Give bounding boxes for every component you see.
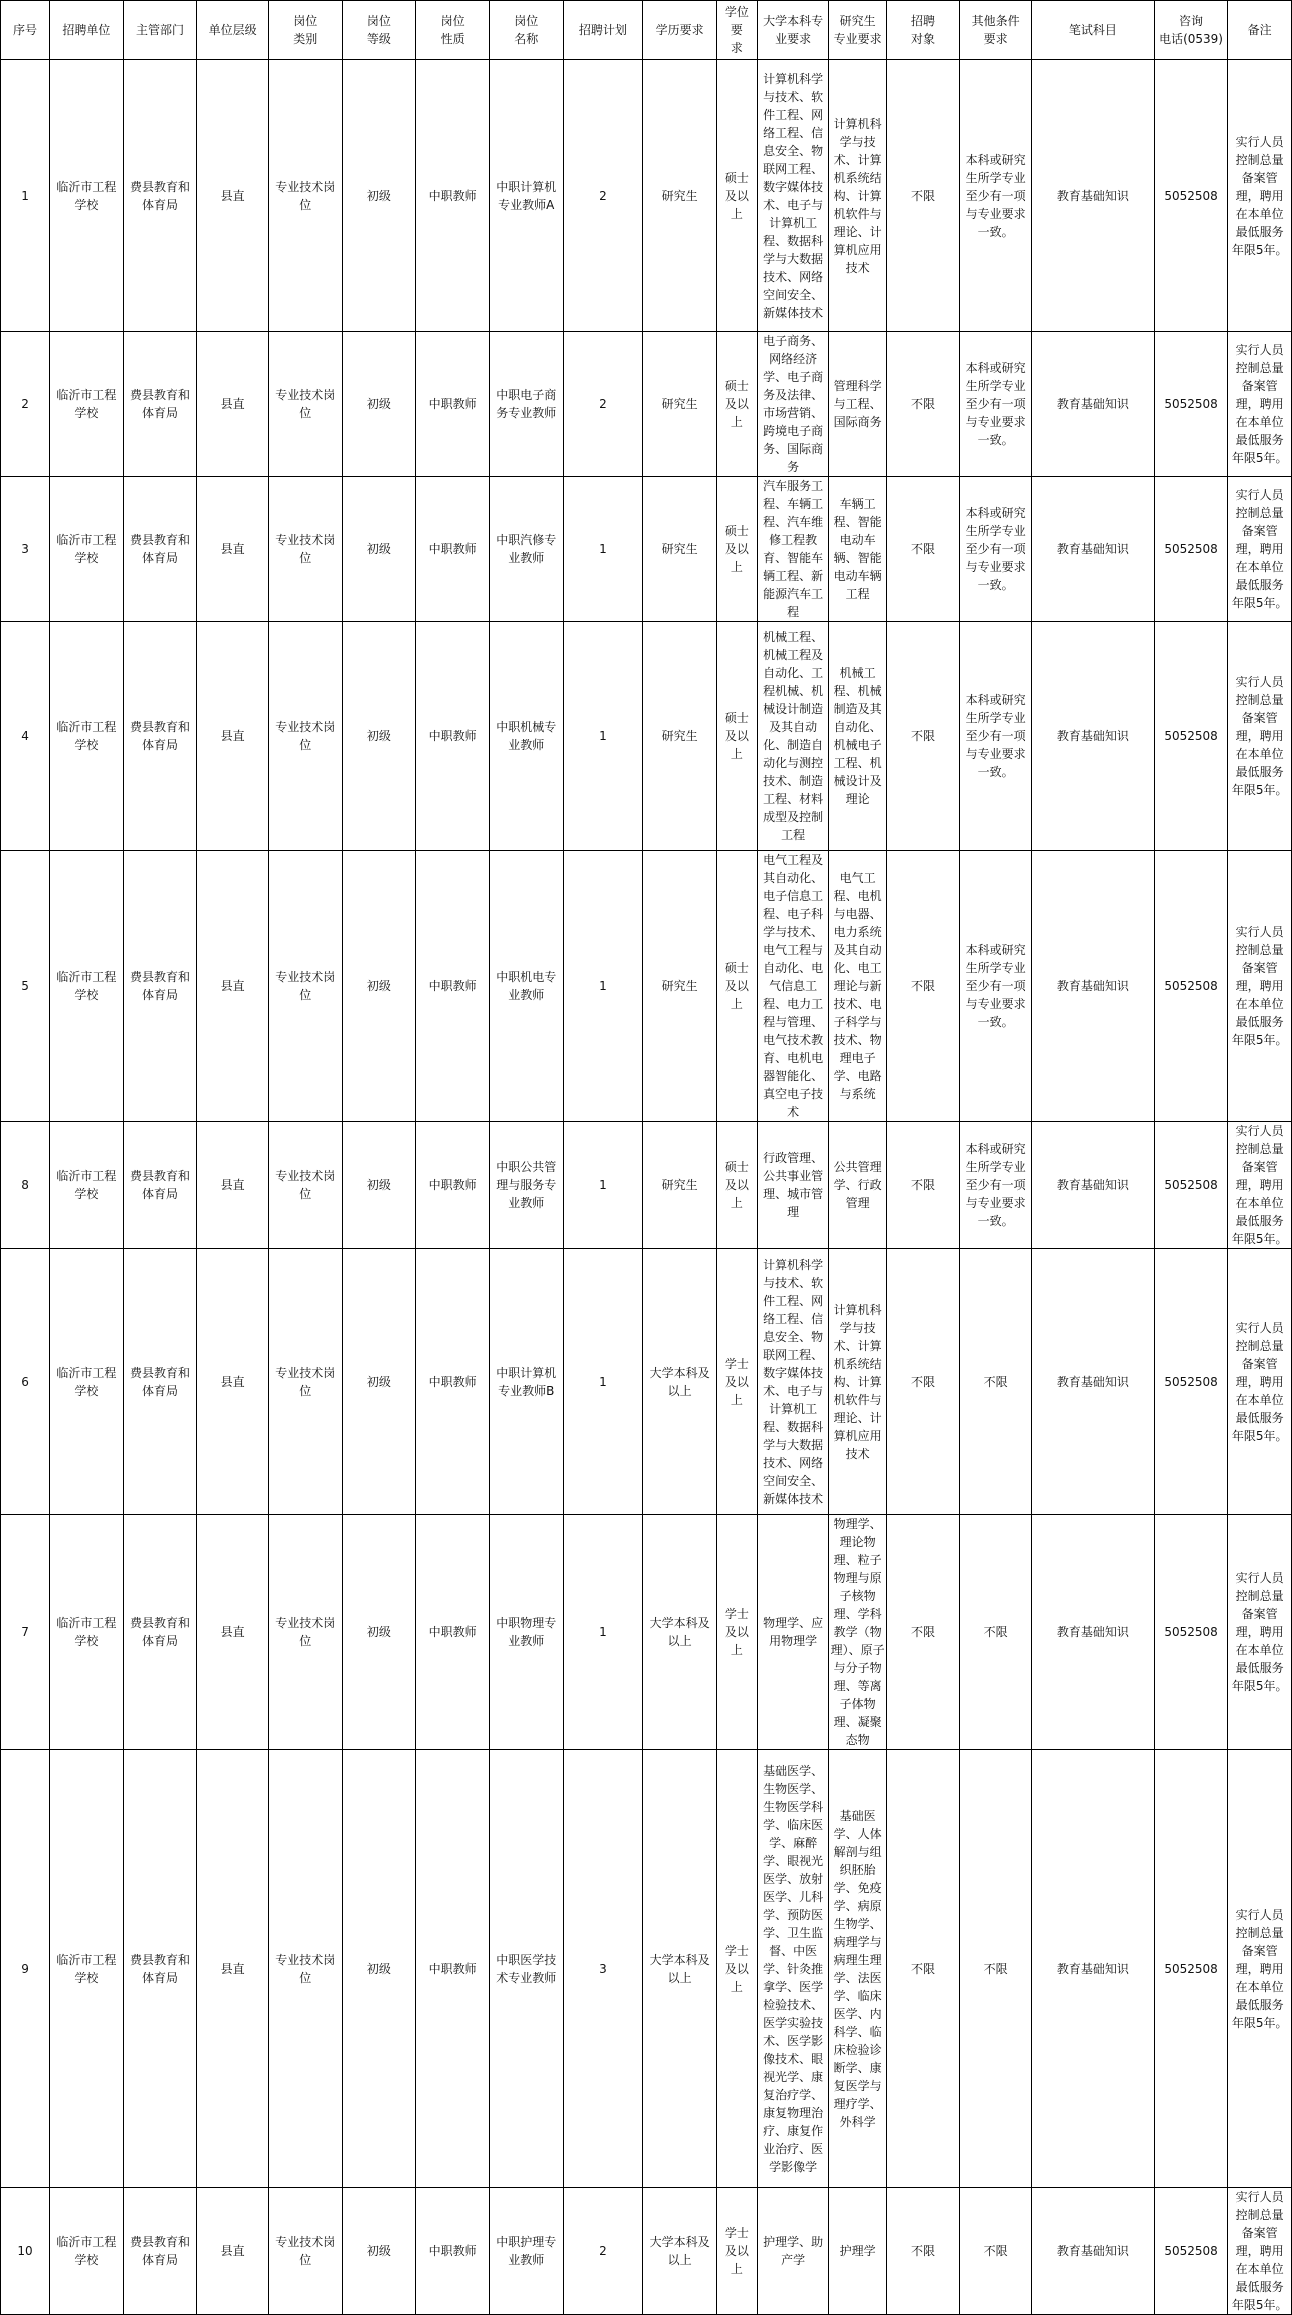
cell-degree: 学士及以上 (716, 1515, 757, 1750)
cell-dept: 费县教育和体育局 (123, 2188, 197, 2315)
column-header-target (886, 1, 960, 60)
cell-unit: 临沂市工程学校 (50, 60, 124, 332)
cell-phone: 5052508 (1154, 2188, 1228, 2315)
column-header-line2: 求 (730, 41, 743, 55)
cell-pg: 机械工程、机械制造及其自动化、机械电子工程、机械设计及理论 (829, 622, 886, 851)
cell-plan: 2 (563, 2188, 643, 2315)
cell-ug: 护理学、助产学 (757, 2188, 829, 2315)
cell-nature: 中职教师 (416, 851, 490, 1122)
cell-phone: 5052508 (1154, 60, 1228, 332)
cell-dept: 费县教育和体育局 (123, 622, 197, 851)
cell-other: 本科或研究生所学专业至少有一项与专业要求一致。 (960, 60, 1032, 332)
cell-grade: 初级 (342, 1750, 416, 2188)
cell-pg: 管理科学与工程、国际商务 (829, 332, 886, 477)
cell-other: 不限 (960, 1249, 1032, 1515)
cell-cat: 专业技术岗位 (268, 1750, 342, 2188)
cell-name: 中职公共管理与服务专业教师 (489, 1122, 563, 1249)
cell-note: 实行人员控制总量备案管理，聘用在本单位最低服务年限5年。 (1228, 2188, 1292, 2315)
cell-nature: 中职教师 (416, 1122, 490, 1249)
cell-no: 7 (1, 1515, 50, 1750)
column-header-other (960, 1, 1032, 60)
cell-plan: 3 (563, 1750, 643, 2188)
column-header-unit (50, 1, 124, 60)
cell-ug: 行政管理、公共事业管理、城市管理 (757, 1122, 829, 1249)
column-header-line1: 学历要求 (655, 23, 704, 37)
cell-unit: 临沂市工程学校 (50, 477, 124, 622)
cell-exam: 教育基础知识 (1031, 622, 1154, 851)
cell-edu: 研究生 (643, 477, 717, 622)
table-body (1, 60, 1292, 2315)
column-header-level (197, 1, 269, 60)
cell-level: 县直 (197, 1122, 269, 1249)
cell-dept: 费县教育和体育局 (123, 1750, 197, 2188)
column-header-line1: 其他条件 (971, 14, 1020, 28)
cell-other: 本科或研究生所学专业至少有一项与专业要求一致。 (960, 1122, 1032, 1249)
cell-exam: 教育基础知识 (1031, 60, 1154, 332)
cell-ug: 计算机科学与技术、软件工程、网络工程、信息安全、物联网工程、数字媒体技术、电子与计算机工程、数据科学与大数据技术、网络空间安全、新媒体技术 (757, 60, 829, 332)
column-header-grade (342, 1, 416, 60)
column-header-name (489, 1, 563, 60)
cell-pg: 公共管理学、行政管理 (829, 1122, 886, 1249)
column-header-line1: 序号 (13, 23, 38, 37)
cell-unit: 临沂市工程学校 (50, 2188, 124, 2315)
cell-grade: 初级 (342, 2188, 416, 2315)
cell-cat: 专业技术岗位 (268, 332, 342, 477)
cell-no: 10 (1, 2188, 50, 2315)
column-header-no (1, 1, 50, 60)
cell-no: 2 (1, 332, 50, 477)
cell-phone: 5052508 (1154, 1515, 1228, 1750)
cell-nature: 中职教师 (416, 332, 490, 477)
cell-no: 5 (1, 851, 50, 1122)
column-header-line1: 研究生 (839, 14, 876, 28)
cell-level: 县直 (197, 332, 269, 477)
cell-other: 不限 (960, 1750, 1032, 2188)
cell-grade: 初级 (342, 1122, 416, 1249)
cell-nature: 中职教师 (416, 1515, 490, 1750)
cell-degree: 学士及以上 (716, 1750, 757, 2188)
cell-note: 实行人员控制总量备案管理，聘用在本单位最低服务年限5年。 (1228, 60, 1292, 332)
cell-nature: 中职教师 (416, 1750, 490, 2188)
cell-degree: 硕士及以上 (716, 60, 757, 332)
cell-no: 3 (1, 477, 50, 622)
column-header-line2: 名称 (514, 32, 539, 46)
cell-degree: 学士及以上 (716, 2188, 757, 2315)
cell-pg: 护理学 (829, 2188, 886, 2315)
cell-pg: 计算机科学与技术、计算机系统结构、计算机软件与理论、计算机应用技术 (829, 1249, 886, 1515)
cell-pg: 电气工程、电机与电器、电力系统及其自动化、电工理论与新技术、电子科学与技术、物理电子学、电路与系统 (829, 851, 886, 1122)
column-header-line1: 招聘单位 (62, 23, 111, 37)
cell-other: 不限 (960, 2188, 1032, 2315)
cell-unit: 临沂市工程学校 (50, 1515, 124, 1750)
table-header-row (1, 1, 1292, 60)
cell-ug: 基础医学、生物医学、生物医学科学、临床医学、麻醉学、眼视光医学、放射医学、儿科学、预防医学、卫生监督、中医学、针灸推拿学、医学检验技术、医学实验技术、医学影像技术、眼视光学、康复治疗学、康复物理治疗、康复作业治疗、医学影像学 (757, 1750, 829, 2188)
cell-grade: 初级 (342, 851, 416, 1122)
cell-edu: 研究生 (643, 60, 717, 332)
cell-phone: 5052508 (1154, 851, 1228, 1122)
cell-edu: 研究生 (643, 851, 717, 1122)
column-header-degree (716, 1, 757, 60)
column-header-line2: 等级 (366, 32, 391, 46)
cell-note: 实行人员控制总量备案管理，聘用在本单位最低服务年限5年。 (1228, 1515, 1292, 1750)
column-header-line1: 岗位 (293, 14, 318, 28)
table-row (1, 1249, 1292, 1515)
cell-ug: 电子商务、网络经济学、电子商务及法律、市场营销、跨境电子商务、国际商务 (757, 332, 829, 477)
table-row (1, 851, 1292, 1122)
column-header-nature (416, 1, 490, 60)
cell-name: 中职汽修专业教师 (489, 477, 563, 622)
cell-exam: 教育基础知识 (1031, 332, 1154, 477)
column-header-ug (757, 1, 829, 60)
column-header-exam (1031, 1, 1154, 60)
cell-edu: 大学本科及以上 (643, 1750, 717, 2188)
cell-unit: 临沂市工程学校 (50, 851, 124, 1122)
cell-unit: 临沂市工程学校 (50, 1249, 124, 1515)
cell-note: 实行人员控制总量备案管理，聘用在本单位最低服务年限5年。 (1228, 1750, 1292, 2188)
cell-no: 6 (1, 1249, 50, 1515)
column-header-line2: 电话(0539) (1159, 32, 1223, 46)
cell-level: 县直 (197, 622, 269, 851)
cell-unit: 临沂市工程学校 (50, 1122, 124, 1249)
cell-name: 中职机械专业教师 (489, 622, 563, 851)
column-header-note (1228, 1, 1292, 60)
cell-name: 中职医学技术专业教师 (489, 1750, 563, 2188)
cell-edu: 大学本科及以上 (643, 2188, 717, 2315)
cell-target: 不限 (886, 60, 960, 332)
cell-grade: 初级 (342, 332, 416, 477)
cell-plan: 1 (563, 1249, 643, 1515)
cell-unit: 临沂市工程学校 (50, 622, 124, 851)
cell-degree: 硕士及以上 (716, 477, 757, 622)
cell-exam: 教育基础知识 (1031, 851, 1154, 1122)
cell-target: 不限 (886, 477, 960, 622)
cell-plan: 2 (563, 332, 643, 477)
cell-plan: 1 (563, 851, 643, 1122)
cell-unit: 临沂市工程学校 (50, 1750, 124, 2188)
column-header-line1: 岗位 (366, 14, 391, 28)
cell-edu: 研究生 (643, 332, 717, 477)
cell-phone: 5052508 (1154, 1249, 1228, 1515)
cell-exam: 教育基础知识 (1031, 1122, 1154, 1249)
cell-target: 不限 (886, 332, 960, 477)
table-row (1, 1750, 1292, 2188)
cell-grade: 初级 (342, 622, 416, 851)
cell-degree: 硕士及以上 (716, 1122, 757, 1249)
column-header-line1: 大学本科专 (763, 14, 824, 28)
cell-edu: 研究生 (643, 1122, 717, 1249)
column-header-cat (268, 1, 342, 60)
cell-other: 本科或研究生所学专业至少有一项与专业要求一致。 (960, 332, 1032, 477)
cell-phone: 5052508 (1154, 622, 1228, 851)
column-header-line1: 笔试科目 (1068, 23, 1117, 37)
cell-dept: 费县教育和体育局 (123, 851, 197, 1122)
cell-cat: 专业技术岗位 (268, 851, 342, 1122)
cell-other: 本科或研究生所学专业至少有一项与专业要求一致。 (960, 622, 1032, 851)
column-header-edu (643, 1, 717, 60)
cell-exam: 教育基础知识 (1031, 1750, 1154, 2188)
cell-phone: 5052508 (1154, 332, 1228, 477)
cell-phone: 5052508 (1154, 1750, 1228, 2188)
column-header-line1: 岗位 (440, 14, 465, 28)
column-header-line2: 业要求 (775, 32, 812, 46)
column-header-line2: 要求 (983, 32, 1008, 46)
cell-target: 不限 (886, 1249, 960, 1515)
table-row (1, 60, 1292, 332)
cell-nature: 中职教师 (416, 60, 490, 332)
table-row (1, 2188, 1292, 2315)
cell-exam: 教育基础知识 (1031, 477, 1154, 622)
cell-ug: 机械工程、机械工程及自动化、工程机械、机械设计制造及其自动化、制造自动化与测控技术、制造工程、材料成型及控制工程 (757, 622, 829, 851)
column-header-line2: 专业要求 (833, 32, 882, 46)
cell-name: 中职电子商务专业教师 (489, 332, 563, 477)
cell-name: 中职计算机专业教师B (489, 1249, 563, 1515)
table-row (1, 1122, 1292, 1249)
cell-grade: 初级 (342, 60, 416, 332)
cell-edu: 大学本科及以上 (643, 1515, 717, 1750)
column-header-phone (1154, 1, 1228, 60)
column-header-plan (563, 1, 643, 60)
cell-name: 中职计算机专业教师A (489, 60, 563, 332)
cell-name: 中职物理专业教师 (489, 1515, 563, 1750)
cell-dept: 费县教育和体育局 (123, 60, 197, 332)
column-header-line1: 备注 (1247, 23, 1272, 37)
cell-exam: 教育基础知识 (1031, 1515, 1154, 1750)
cell-plan: 1 (563, 1122, 643, 1249)
cell-plan: 1 (563, 622, 643, 851)
column-header-dept (123, 1, 197, 60)
column-header-line1: 咨询 (1179, 14, 1204, 28)
cell-level: 县直 (197, 60, 269, 332)
column-header-line1: 主管部门 (136, 23, 185, 37)
cell-cat: 专业技术岗位 (268, 1249, 342, 1515)
column-header-line2: 类别 (293, 32, 318, 46)
cell-pg: 计算机科学与技术、计算机系统结构、计算机软件与理论、计算机应用技术 (829, 60, 886, 332)
cell-level: 县直 (197, 2188, 269, 2315)
cell-level: 县直 (197, 1515, 269, 1750)
cell-target: 不限 (886, 1750, 960, 2188)
cell-dept: 费县教育和体育局 (123, 1122, 197, 1249)
cell-exam: 教育基础知识 (1031, 1249, 1154, 1515)
cell-exam: 教育基础知识 (1031, 2188, 1154, 2315)
cell-target: 不限 (886, 2188, 960, 2315)
column-header-line1: 单位层级 (208, 23, 257, 37)
cell-name: 中职护理专业教师 (489, 2188, 563, 2315)
table-row (1, 477, 1292, 622)
cell-degree: 硕士及以上 (716, 851, 757, 1122)
cell-degree: 硕士及以上 (716, 332, 757, 477)
cell-note: 实行人员控制总量备案管理，聘用在本单位最低服务年限5年。 (1228, 477, 1292, 622)
column-header-line1: 招聘 (911, 14, 936, 28)
column-header-line2: 对象 (911, 32, 936, 46)
cell-degree: 硕士及以上 (716, 622, 757, 851)
table-row (1, 332, 1292, 477)
table-row (1, 1515, 1292, 1750)
cell-no: 4 (1, 622, 50, 851)
cell-grade: 初级 (342, 1515, 416, 1750)
cell-level: 县直 (197, 851, 269, 1122)
cell-pg: 基础医学、人体解剖与组织胚胎学、免疫学、病原生物学、病理学与病理生理学、法医学、临床医学、内科学、临床检验诊断学、康复医学与理疗学、外科学 (829, 1750, 886, 2188)
cell-other: 不限 (960, 1515, 1032, 1750)
cell-no: 1 (1, 60, 50, 332)
cell-phone: 5052508 (1154, 1122, 1228, 1249)
cell-no: 9 (1, 1750, 50, 2188)
cell-dept: 费县教育和体育局 (123, 477, 197, 622)
cell-edu: 大学本科及以上 (643, 1249, 717, 1515)
column-header-line2: 性质 (440, 32, 465, 46)
cell-phone: 5052508 (1154, 477, 1228, 622)
cell-dept: 费县教育和体育局 (123, 1249, 197, 1515)
cell-pg: 车辆工程、智能电动车辆、智能电动车辆工程 (829, 477, 886, 622)
cell-cat: 专业技术岗位 (268, 2188, 342, 2315)
cell-grade: 初级 (342, 1249, 416, 1515)
cell-pg: 物理学、理论物理、粒子物理与原子核物理、学科教学（物理）、原子与分子物理、等离子体物理、凝聚态物 (829, 1515, 886, 1750)
cell-note: 实行人员控制总量备案管理，聘用在本单位最低服务年限5年。 (1228, 332, 1292, 477)
cell-nature: 中职教师 (416, 477, 490, 622)
cell-name: 中职机电专业教师 (489, 851, 563, 1122)
cell-level: 县直 (197, 1249, 269, 1515)
cell-grade: 初级 (342, 477, 416, 622)
cell-cat: 专业技术岗位 (268, 1515, 342, 1750)
cell-nature: 中职教师 (416, 1249, 490, 1515)
cell-ug: 电气工程及其自动化、电子信息工程、电子科学与技术、电气工程与自动化、电气信息工程、电力工程与管理、电气技术教育、电机电器智能化、真空电子技术 (757, 851, 829, 1122)
column-header-line1: 岗位 (514, 14, 539, 28)
cell-nature: 中职教师 (416, 2188, 490, 2315)
cell-ug: 汽车服务工程、车辆工程、汽车维修工程教育、智能车辆工程、新能源汽车工程 (757, 477, 829, 622)
cell-dept: 费县教育和体育局 (123, 332, 197, 477)
cell-cat: 专业技术岗位 (268, 622, 342, 851)
cell-cat: 专业技术岗位 (268, 477, 342, 622)
cell-plan: 1 (563, 477, 643, 622)
cell-target: 不限 (886, 1515, 960, 1750)
cell-note: 实行人员控制总量备案管理，聘用在本单位最低服务年限5年。 (1228, 622, 1292, 851)
cell-degree: 学士及以上 (716, 1249, 757, 1515)
cell-ug: 物理学、应用物理学 (757, 1515, 829, 1750)
cell-note: 实行人员控制总量备案管理，聘用在本单位最低服务年限5年。 (1228, 1249, 1292, 1515)
cell-target: 不限 (886, 851, 960, 1122)
cell-note: 实行人员控制总量备案管理，聘用在本单位最低服务年限5年。 (1228, 851, 1292, 1122)
cell-target: 不限 (886, 622, 960, 851)
cell-target: 不限 (886, 1122, 960, 1249)
column-header-line1: 招聘计划 (578, 23, 627, 37)
cell-level: 县直 (197, 477, 269, 622)
cell-edu: 研究生 (643, 622, 717, 851)
cell-cat: 专业技术岗位 (268, 60, 342, 332)
cell-dept: 费县教育和体育局 (123, 1515, 197, 1750)
column-header-line1: 学位要 (724, 5, 749, 37)
cell-cat: 专业技术岗位 (268, 1122, 342, 1249)
cell-no: 8 (1, 1122, 50, 1249)
cell-nature: 中职教师 (416, 622, 490, 851)
cell-note: 实行人员控制总量备案管理，聘用在本单位最低服务年限5年。 (1228, 1122, 1292, 1249)
cell-plan: 1 (563, 1515, 643, 1750)
cell-other: 本科或研究生所学专业至少有一项与专业要求一致。 (960, 851, 1032, 1122)
cell-unit: 临沂市工程学校 (50, 332, 124, 477)
cell-plan: 2 (563, 60, 643, 332)
column-header-pg (829, 1, 886, 60)
table-row (1, 622, 1292, 851)
cell-ug: 计算机科学与技术、软件工程、网络工程、信息安全、物联网工程、数字媒体技术、电子与计算机工程、数据科学与大数据技术、网络空间安全、新媒体技术 (757, 1249, 829, 1515)
cell-other: 本科或研究生所学专业至少有一项与专业要求一致。 (960, 477, 1032, 622)
cell-level: 县直 (197, 1750, 269, 2188)
